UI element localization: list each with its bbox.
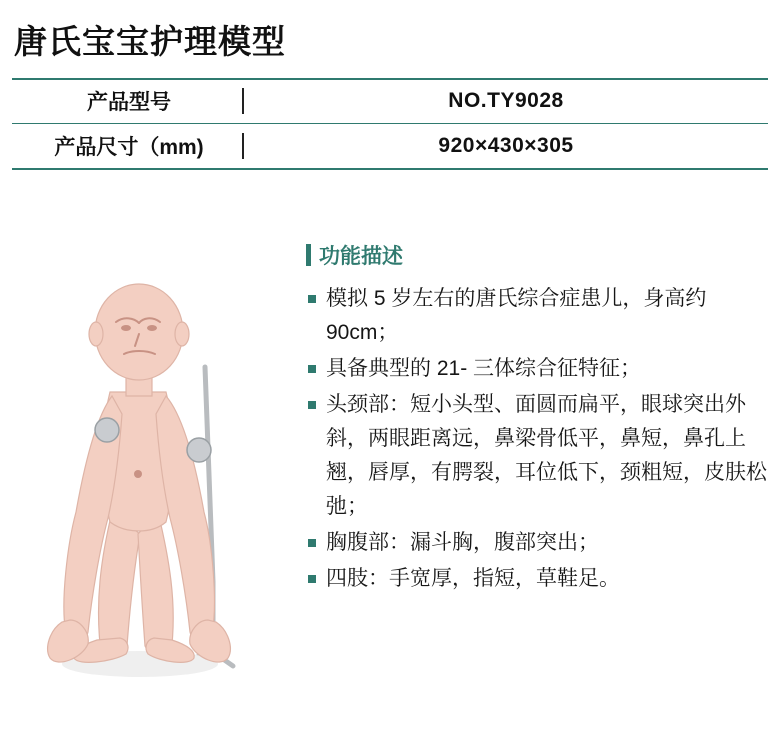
shoulder-bolt-right — [187, 438, 211, 462]
spec-value: NO.TY9028 — [448, 89, 564, 113]
feature-list — [306, 282, 780, 596]
feature-heading — [306, 240, 780, 270]
content-area — [0, 182, 780, 702]
baby-manikin-photo — [0, 182, 300, 702]
spec-row — [12, 80, 768, 124]
accent-bar-icon — [306, 244, 311, 266]
spec-table — [12, 78, 768, 170]
list-item: 头颈部：短小头型、面圆而扁平，眼球突出外斜，两眼距离远，鼻梁骨低平，鼻短，鼻孔上翘，唇厚，有腭裂，耳位低下，颈粗短，皮肤松弛； — [306, 388, 778, 524]
spec-value: 920×430×305 — [438, 133, 574, 157]
list-item: 具备典型的 21- 三体综合征特征； — [306, 352, 778, 386]
list-item: 四肢：手宽厚，指短，草鞋足。 — [306, 562, 778, 596]
spec-row — [12, 124, 768, 168]
list-item: 胸腹部：漏斗胸，腹部突出； — [306, 526, 778, 560]
shoulder-bolt-left — [95, 418, 119, 442]
spec-label: 产品型号 — [87, 91, 171, 115]
feature-title: 功能描述 — [319, 244, 403, 268]
spec-label: 产品尺寸（mm) — [54, 135, 204, 159]
feature-description — [300, 182, 780, 702]
page-title: 唐氏宝宝护理模型 — [14, 23, 286, 60]
product-figure — [0, 182, 300, 702]
list-item: 模拟 5 岁左右的唐氏综合症患儿，身高约 90cm； — [306, 282, 778, 350]
